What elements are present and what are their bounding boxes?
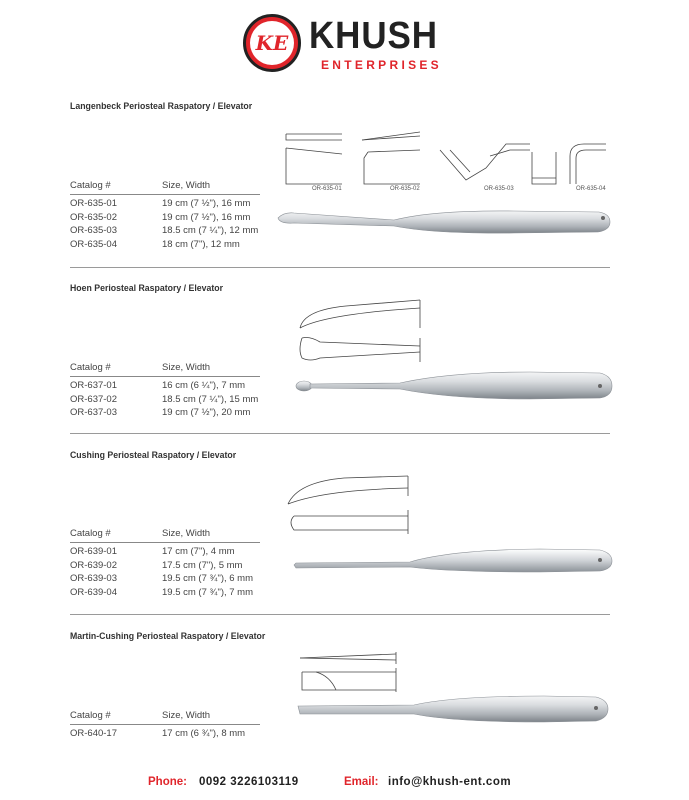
- catalog-column-header: Catalog #: [70, 710, 111, 721]
- logo-emblem: [243, 14, 301, 72]
- diagram-label: OR-635-02: [390, 186, 420, 192]
- table-row: [70, 197, 260, 211]
- table-row: [70, 393, 260, 407]
- section-divider: [70, 614, 610, 615]
- catalog-number: OR-635-03: [70, 225, 117, 236]
- hoen-tip-diagrams: [296, 298, 426, 366]
- catalog-number: OR-637-03: [70, 407, 117, 418]
- catalog-number: OR-639-02: [70, 559, 117, 571]
- section-title-langenbeck: Langenbeck Periosteal Raspatory / Elevator: [70, 101, 253, 112]
- diagram-label: OR-635-01: [312, 186, 342, 192]
- langenbeck-instrument-image: [274, 204, 619, 240]
- email-address[interactable]: info@khush-ent.com: [388, 776, 512, 788]
- table-row: [70, 727, 260, 741]
- size-width: 17 cm (7"), 4 mm: [162, 546, 235, 557]
- size-width: 19 cm (7 ½"), 16 mm: [162, 211, 251, 223]
- size-width: 17 cm (6 ¾"), 8 mm: [162, 728, 246, 739]
- size-width: 19 cm (7 ½"), 20 mm: [162, 407, 251, 418]
- table-row: [70, 545, 260, 559]
- table-row: [70, 211, 260, 225]
- diagram-label: OR-635-03: [484, 186, 514, 192]
- company-logo: [243, 14, 448, 76]
- table-header: [70, 362, 260, 377]
- size-width: 19 cm (7 ½"), 16 mm: [162, 198, 251, 209]
- cushing-instrument-image: [290, 544, 620, 578]
- catalog-column-header: Catalog #: [70, 528, 111, 539]
- hoen-instrument-image: [290, 366, 620, 406]
- catalog-table-cushing: [70, 528, 260, 599]
- catalog-table-martin-cushing: [70, 710, 260, 741]
- catalog-number: OR-639-03: [70, 573, 117, 584]
- logo-subtitle: ENTERPRISES: [321, 58, 442, 72]
- size-width: 19.5 cm (7 ¾"), 7 mm: [162, 586, 254, 598]
- size-column-header: Size, Width: [162, 180, 211, 191]
- size-width: 17.5 cm (7"), 5 mm: [162, 559, 243, 571]
- table-header: [70, 710, 260, 725]
- catalog-table-hoen: [70, 362, 260, 420]
- table-row: [70, 586, 260, 600]
- diagram-label: OR-635-04: [576, 186, 606, 192]
- logo-name: KHUSH: [309, 15, 438, 57]
- section-title-martin-cushing: Martin-Cushing Periosteal Raspatory / Elevator: [70, 631, 266, 642]
- catalog-number: OR-635-01: [70, 198, 117, 209]
- catalog-number: OR-640-17: [70, 728, 117, 739]
- table-row: [70, 238, 260, 252]
- table-row: [70, 379, 260, 393]
- size-column-header: Size, Width: [162, 528, 211, 539]
- catalog-number: OR-637-01: [70, 380, 117, 391]
- section-title-cushing: Cushing Periosteal Raspatory / Elevator: [70, 450, 237, 461]
- phone-label: Phone:: [148, 776, 187, 788]
- section-title-hoen: Hoen Periosteal Raspatory / Elevator: [70, 283, 224, 294]
- table-header: [70, 528, 260, 543]
- size-width: 19.5 cm (7 ¾"), 6 mm: [162, 573, 254, 584]
- size-column-header: Size, Width: [162, 362, 211, 373]
- phone-number[interactable]: 0092 3226103119: [199, 776, 299, 788]
- table-header: [70, 180, 260, 195]
- table-row: [70, 572, 260, 586]
- catalog-table-langenbeck: [70, 180, 260, 251]
- email-label: Email:: [344, 776, 379, 788]
- table-row: [70, 406, 260, 420]
- size-width: 18 cm (7"), 12 mm: [162, 238, 240, 250]
- catalog-column-header: Catalog #: [70, 180, 111, 191]
- catalog-number: OR-639-04: [70, 586, 117, 598]
- table-row: [70, 559, 260, 573]
- logo-monogram: KE: [250, 21, 294, 65]
- catalog-number: OR-635-04: [70, 238, 117, 250]
- size-width: 16 cm (6 ¼"), 7 mm: [162, 380, 246, 391]
- catalog-number: OR-639-01: [70, 546, 117, 557]
- contact-footer: [0, 776, 689, 792]
- catalog-number: OR-637-02: [70, 393, 117, 405]
- martin-cushing-instrument-image: [294, 692, 619, 726]
- size-width: 18.5 cm (7 ¼"), 12 mm: [162, 225, 259, 236]
- size-width: 18.5 cm (7 ¼"), 15 mm: [162, 393, 259, 405]
- size-column-header: Size, Width: [162, 710, 211, 721]
- table-row: [70, 224, 260, 238]
- section-divider: [70, 267, 610, 268]
- catalog-column-header: Catalog #: [70, 362, 111, 373]
- cushing-tip-diagrams: [284, 474, 414, 536]
- catalog-number: OR-635-02: [70, 211, 117, 223]
- martin-cushing-tip-diagrams: [296, 650, 406, 692]
- section-divider: [70, 433, 610, 434]
